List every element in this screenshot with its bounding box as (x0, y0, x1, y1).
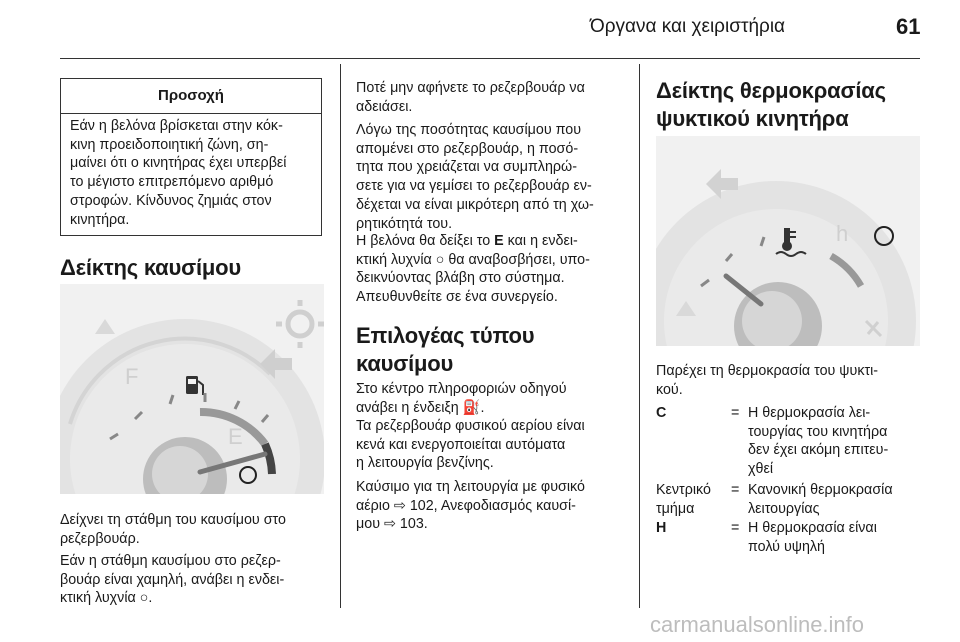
middle-para2: Λόγω της ποσότητας καυσίμου που απομένει στο ρεζερβουάρ, η ποσό- τητα που χρειάζεται να συμπληρώ- σετε για να γεμίσει το ρεζερβουάρ εν- δέχεται να είναι μικρότερη από τη χω- ρητικότητά του. (356, 122, 594, 232)
coolant-heading: Δείκτης θερμοκρασίας ψυκτικού κινητήρα (656, 78, 886, 131)
fuel-selector-heading: Επιλογέας τύπου καυσίμου (356, 323, 535, 376)
middle-para3: Η βελόνα θα δείξει το E και η ενδει- κτική λυχνία ○ θα αναβοσβήσει, υπο- δεικνύοντας βλάβη στο σύστημα. Απευθυνθείτε σε ένα συνεργείο. (356, 233, 590, 306)
middle-para1: Ποτέ μην αφήνετε το ρεζερβουάρ να αδειάσει. (356, 80, 585, 115)
fuel-selector-para1: Στο κέντρο πληροφοριών οδηγού ανάβει η ένδειξη ⛽. (356, 381, 567, 416)
glossary-eq: = (731, 482, 740, 498)
caution-text: Εάν η βελόνα βρίσκεται στην κόκ- κινη προειδοποιητική ζώνη, ση- μαίνει ότι ο κινητήρας έχει υπερβεί το μέγιστο επιτρεπόμενο αριθμό στροφών. Κίνδυνος ζημιάς στον κινητήρα. (70, 118, 287, 228)
glossary-eq: = (731, 520, 740, 536)
fuel-selector-para2: Τα ρεζερβουάρ φυσικού αερίου είναι κενά και ενεργοποιείται αυτόματα η λειτουργία βενζίνης. (356, 418, 585, 472)
fuel-selector-para3: Καύσιμο για τη λειτουργία με φυσικό αέριο ⇨ 102, Ανεφοδιασμός καυσί- μου ⇨ 103. (356, 479, 585, 533)
column-divider-left (340, 64, 341, 608)
coolant-gauge-h-label: h (836, 221, 849, 246)
glossary-def-c: Η θερμοκρασία λει- τουργίας του κινητήρα δεν έχει ακόμη επιτευ- χθεί (748, 405, 889, 478)
gauge-empty-label: E (228, 424, 243, 449)
coolant-gauge-illustration (656, 136, 920, 346)
glossary-eq: = (731, 405, 740, 421)
header-rule (60, 58, 920, 59)
coolant-glossary (656, 404, 926, 564)
fuel-gauge-heading: Δείκτης καυσίμου (60, 255, 241, 280)
glossary-term-center: Κεντρικό τμήμα (656, 482, 711, 517)
glossary-def-center: Κανονική θερμοκρασία λειτουργίας (748, 482, 893, 517)
fuel-gauge-para1: Δείχνει τη στάθμη του καυσίμου στο ρεζερβουάρ. (60, 512, 286, 547)
glossary-def-h: Η θερμοκρασία είναι πολύ υψηλή (748, 520, 877, 555)
running-header-title: Όργανα και χειριστήρια (590, 16, 786, 37)
page-number: 61 (896, 14, 921, 39)
fuel-gauge-para2: Εάν η στάθμη καυσίμου στο ρεζερ- βουάρ είναι χαμηλή, ανάβει η ενδει- κτική λυχνία ○. (60, 553, 285, 607)
coolant-description: Παρέχει τη θερμοκρασία του ψυκτι- κού. (656, 363, 879, 398)
watermark: carmanualsonline.info (650, 612, 865, 637)
glossary-term-c: C (656, 405, 667, 421)
fuel-gauge-illustration (60, 284, 324, 494)
caution-title: Προσοχή (61, 79, 321, 114)
glossary-term-h: H (656, 520, 667, 536)
caution-box (60, 78, 322, 236)
gauge-full-label: F (125, 364, 139, 389)
column-divider-right (639, 64, 640, 608)
